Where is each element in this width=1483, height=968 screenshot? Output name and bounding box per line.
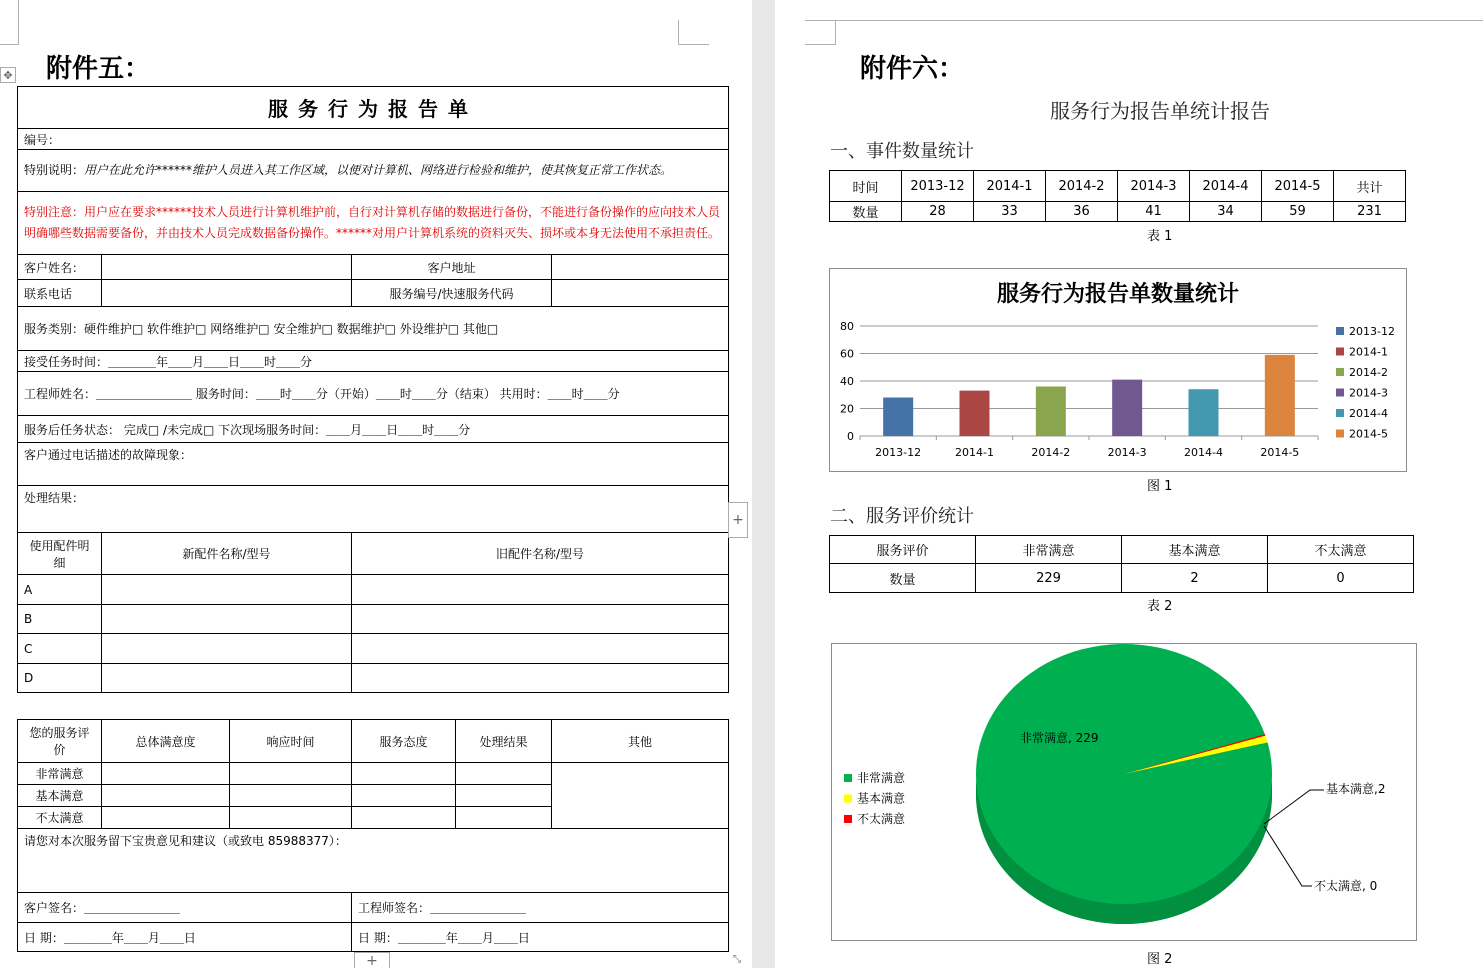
new-part-cell[interactable] [102,634,352,664]
legend-swatch [1336,327,1344,335]
service-code-field[interactable] [552,280,729,307]
legend-swatch [1336,430,1344,438]
y-tick-label: 40 [840,375,854,388]
table-header-cell: 服务评价 [830,536,976,564]
phone-field[interactable] [102,280,352,307]
table-cell: 231 [1334,202,1406,222]
other-cell[interactable] [552,763,729,829]
legend-swatch [844,795,852,803]
add-row-icon[interactable]: + [354,952,390,968]
y-tick-label: 20 [840,402,854,416]
x-tick-label: 2013-12 [875,446,922,459]
table-header-cell: 共计 [1334,171,1406,202]
suggestion-field[interactable]: 请您对本次服务留下宝贵意见和建议（或致电 85988377）： [18,829,729,893]
figure-caption: 图 1 [1147,479,1173,494]
table-header-cell: 基本满意 [1122,536,1268,564]
table-cell: 36 [1046,202,1118,222]
old-part-cell[interactable] [352,634,729,664]
table-cell: 2 [1122,564,1268,593]
table-cell: 41 [1118,202,1190,222]
rating-row-label: 基本满意 [18,785,102,807]
rating-column-header: 响应时间 [230,720,352,763]
legend-swatch [1336,348,1344,356]
evaluation-table [829,535,1414,593]
move-handle-icon[interactable]: ✥ [0,67,16,83]
rating-column-header: 其他 [552,720,729,763]
bar [1112,380,1142,436]
table-cell: 28 [902,202,974,222]
bar [883,398,913,437]
pie-slice [976,644,1272,904]
parts-row-label: B [18,605,102,634]
add-column-icon[interactable]: + [728,502,748,538]
count-table [829,170,1406,222]
rating-cell[interactable] [230,807,352,829]
legend-label: 2014-2 [1349,366,1388,379]
legend-label: 2013-12 [1349,325,1395,338]
result-field[interactable]: 处理结果： [18,486,729,533]
page-corner-mark [0,0,19,45]
bar [1189,389,1219,436]
rating-column-header: 服务态度 [352,720,456,763]
special-note [18,150,729,192]
resize-handle-icon[interactable]: ⤡ [730,952,744,966]
legend-swatch [844,774,852,782]
legend-label: 2014-4 [1349,407,1388,420]
legend-label: 2014-5 [1349,427,1388,441]
rating-cell[interactable] [456,763,552,785]
section-title: 一、事件数量统计 [830,141,974,162]
legend-label: 非常满意 [857,771,906,785]
table-header-cell: 2014-4 [1190,171,1262,202]
number-field[interactable]: 编号： [18,129,729,150]
leader-line [1264,826,1312,886]
x-tick-label: 2014-4 [1184,446,1223,459]
leader-line [1264,790,1324,824]
table-header-cell: 2014-5 [1262,171,1334,202]
y-tick-label: 60 [840,347,854,361]
engineer-line[interactable]: 工程师姓名：＿＿＿＿＿＿＿＿ 服务时间：＿＿时＿＿分（开始）＿＿时＿＿分（结束） 共用时：＿＿时＿＿分 [18,372,729,416]
pie-chart [832,644,1416,940]
x-tick-label: 2014-5 [1260,446,1300,459]
legend-label: 基本满意 [857,791,906,806]
new-part-cell[interactable] [102,575,352,605]
table-header-cell: 非常满意 [976,536,1122,564]
rating-cell[interactable] [352,807,456,829]
rating-column-header: 处理结果 [456,720,552,763]
rating-column-header: 总体满意度 [102,720,230,763]
table-caption: 表 2 [1147,599,1173,614]
bar-chart [830,269,1406,471]
rating-cell[interactable] [102,807,230,829]
customer-address-label: 客户地址 [352,255,552,280]
rating-row-label: 不太满意 [18,807,102,829]
legend-swatch [1336,409,1344,417]
pie-data-label: 不太满意, 0 [1314,879,1378,893]
page-gutter [752,0,775,968]
legend-label: 不太满意 [857,812,906,826]
warning-text: 特别注意：用户应在要求******技术人员进行计算机维护前，自行对计算机存储的数据进行备份，不能进行备份操作的应向技术人员明确哪些数据需要备份，并由技术人员完成数据备份操作。******对用户计算机系统的资料灭失、损坏或本身无法使用不承担责任。 [18,192,729,255]
old-part-cell[interactable] [352,575,729,605]
bar [960,391,990,436]
rating-cell[interactable] [456,785,552,807]
pie-data-label: 基本满意,2 [1326,782,1386,796]
rating-cell[interactable] [102,785,230,807]
x-tick-label: 2014-3 [1107,446,1147,459]
new-part-cell[interactable] [102,605,352,634]
rating-cell[interactable] [352,763,456,785]
page-corner-mark [805,20,836,45]
rating-cell[interactable] [456,807,552,829]
table-caption: 表 1 [1147,229,1173,244]
old-part-cell[interactable] [352,664,729,693]
page-corner-mark [805,20,1483,21]
table-header-cell: 不太满意 [1268,536,1414,564]
form-title: 服务行为报告单 [18,87,729,129]
customer-sign-field[interactable]: 客户签名：＿＿＿＿＿＿＿＿ [18,893,352,923]
customer-name-field[interactable] [102,255,352,280]
y-tick-label: 80 [840,320,854,333]
service-type-line[interactable]: 服务类别：硬件维护□ 软件维护□ 网络维护□ 安全维护□ 数据维护□ 外设维护□ 其他□ [18,307,729,351]
legend-label: 2014-1 [1349,345,1388,359]
service-report-form [17,86,729,693]
rating-cell[interactable] [230,763,352,785]
parts-row-label: D [18,664,102,693]
page-corner-mark [678,20,709,45]
section-title: 二、服务评价统计 [830,506,974,527]
chart-title: 服务行为报告单数量统计 [996,281,1240,307]
table-cell: 229 [976,564,1122,593]
bar-chart-frame [829,268,1407,472]
table-cell: 数量 [830,202,902,222]
y-tick-label: 0 [847,430,854,443]
x-tick-label: 2014-2 [1031,446,1071,459]
table-header-cell: 2013-12 [902,171,974,202]
figure-caption: 图 2 [1147,952,1173,967]
table-cell: 数量 [830,564,976,593]
rating-cell[interactable] [230,785,352,807]
table-cell: 34 [1190,202,1262,222]
legend-swatch [844,815,852,823]
customer-address-field[interactable] [552,255,729,280]
date-right-field[interactable]: 日 期：＿＿＿＿年＿＿月＿＿日 [352,923,729,952]
pie-data-label: 非常满意, 229 [1020,731,1099,745]
rating-cell[interactable] [102,763,230,785]
new-parts-label: 新配件名称/型号 [102,533,352,575]
rating-label: 您的服务评价 [18,720,102,763]
table-header-cell: 时间 [830,171,902,202]
rating-table [17,719,729,952]
customer-name-label: 客户姓名： [18,255,102,280]
legend-swatch [1336,389,1344,397]
legend-label: 2014-3 [1349,386,1388,400]
pie-chart-frame [831,643,1417,941]
phone-description-field[interactable]: 客户通过电话描述的故障现象： [18,443,729,486]
parts-row-label: C [18,634,102,664]
bar [1265,355,1295,436]
legend-swatch [1336,368,1344,376]
phone-label: 联系电话 [18,280,102,307]
rating-row-label: 非常满意 [18,763,102,785]
date-left-field[interactable]: 日 期：＿＿＿＿年＿＿月＿＿日 [18,923,352,952]
status-line[interactable]: 服务后任务状态： 完成□ /未完成□ 下次现场服务时间：＿＿月＿＿日＿＿时＿＿分 [18,416,729,443]
table-header-cell: 2014-1 [974,171,1046,202]
parts-row-label: A [18,575,102,605]
old-parts-label: 旧配件名称/型号 [352,533,729,575]
service-code-label: 服务编号/快速服务代码 [352,280,552,307]
table-header-cell: 2014-3 [1118,171,1190,202]
engineer-sign-field[interactable]: 工程师签名：＿＿＿＿＿＿＿＿ [352,893,729,923]
page-heading: 附件五： [46,54,151,84]
accept-time-line[interactable]: 接受任务时间：＿＿＿＿年＿＿月＿＿日＿＿时＿＿分 [18,351,729,372]
new-part-cell[interactable] [102,664,352,693]
table-cell: 0 [1268,564,1414,593]
special-note-text: 用户在此允许******维护人员进入其工作区域，以便对计算机、网络进行检验和维护，使其恢复正常工作状态。 [84,163,673,177]
table-header-cell: 2014-2 [1046,171,1118,202]
page-heading: 附件六： [860,54,965,84]
bar [1036,387,1066,437]
special-note-label: 特别说明： [24,163,85,177]
page-right [775,0,1483,968]
parts-label: 使用配件明细 [18,533,102,575]
table-cell: 59 [1262,202,1334,222]
old-part-cell[interactable] [352,605,729,634]
table-cell: 33 [974,202,1046,222]
x-tick-label: 2014-1 [955,446,994,459]
report-title: 服务行为报告单统计报告 [1050,99,1270,123]
rating-cell[interactable] [352,785,456,807]
